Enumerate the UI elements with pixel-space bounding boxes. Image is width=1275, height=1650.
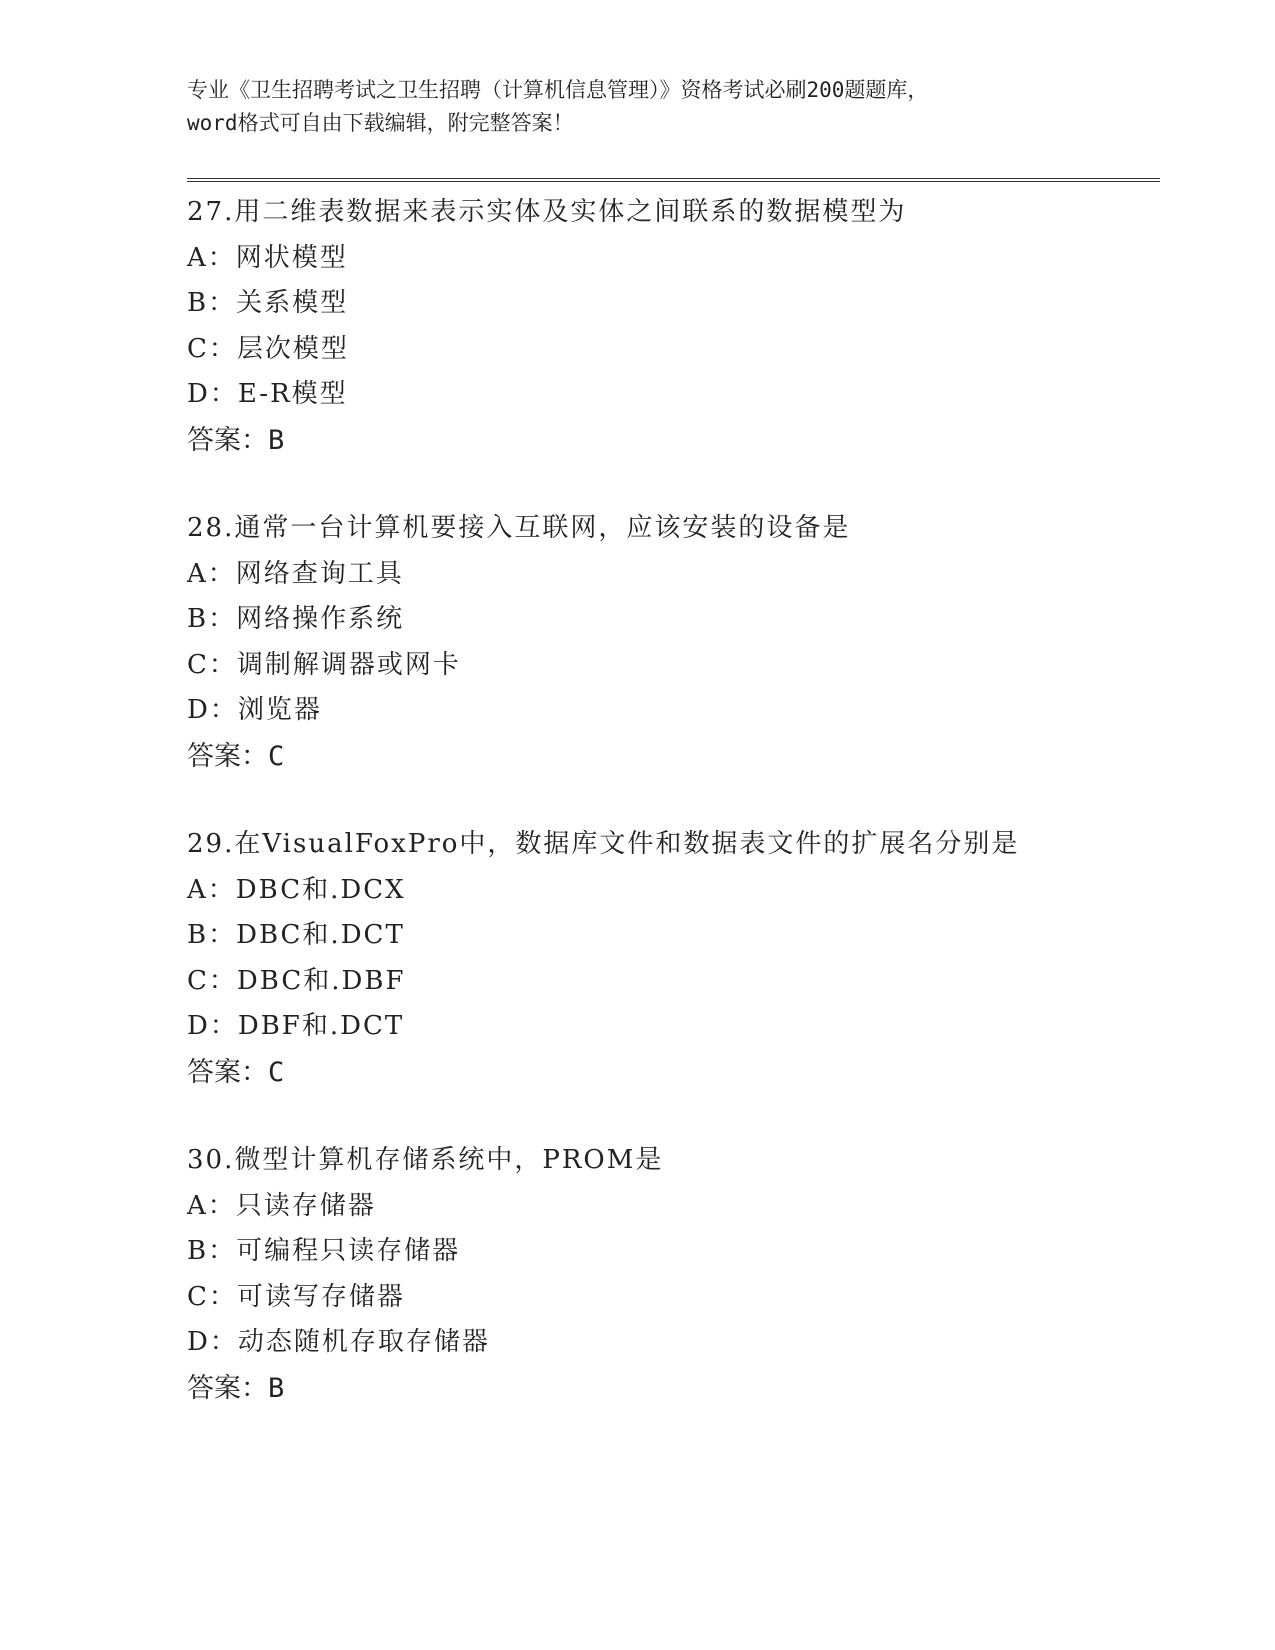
option-c: C：DBC和.DBF [187, 965, 406, 996]
header-title-line-1: 专业《卫生招聘考试之卫生招聘（计算机信息管理）》资格考试必刷200题题库， [187, 78, 929, 102]
question-28 [187, 506, 1127, 779]
answer-label: 答案：C [187, 1056, 285, 1088]
answer-label: 答案：B [187, 1372, 285, 1404]
option-b: B：DBC和.DCT [187, 920, 405, 950]
option-c: C：可读写存储器 [187, 1281, 405, 1312]
question-stem: 30.微型计算机存储系统中，PROM是 [187, 1145, 664, 1175]
answer-label: 答案：C [187, 740, 285, 772]
option-b: B：网络操作系统 [187, 604, 405, 634]
option-d: D：浏览器 [187, 695, 322, 725]
header-divider [187, 178, 1160, 182]
answer-label: 答案：B [187, 424, 285, 456]
question-29 [187, 822, 1127, 1095]
question-30 [187, 1138, 1127, 1411]
question-stem: 28.通常一台计算机要接入互联网，应该安装的设备是 [187, 513, 851, 543]
option-d: D：E-R模型 [187, 379, 348, 409]
option-a: A：网络查询工具 [187, 558, 404, 589]
header-title-line-2: word格式可自由下载编辑，附完整答案！ [187, 111, 574, 135]
option-d: D：动态随机存取存储器 [187, 1327, 490, 1357]
option-b: B：关系模型 [187, 288, 349, 318]
option-a: A：只读存储器 [187, 1190, 376, 1221]
option-c: C：调制解调器或网卡 [187, 649, 461, 680]
document-header [187, 74, 1087, 140]
option-c: C：层次模型 [187, 333, 349, 364]
option-b: B：可编程只读存储器 [187, 1236, 461, 1266]
question-stem: 29.在VisualFoxPro中，数据库文件和数据表文件的扩展名分别是 [187, 829, 1020, 859]
question-stem: 27.用二维表数据来表示实体及实体之间联系的数据模型为 [187, 197, 907, 227]
option-a: A：DBC和.DCX [187, 874, 406, 905]
question-27 [187, 190, 1127, 463]
option-a: A：网状模型 [187, 242, 348, 273]
question-list [187, 190, 1127, 1454]
option-d: D：DBF和.DCT [187, 1011, 405, 1041]
